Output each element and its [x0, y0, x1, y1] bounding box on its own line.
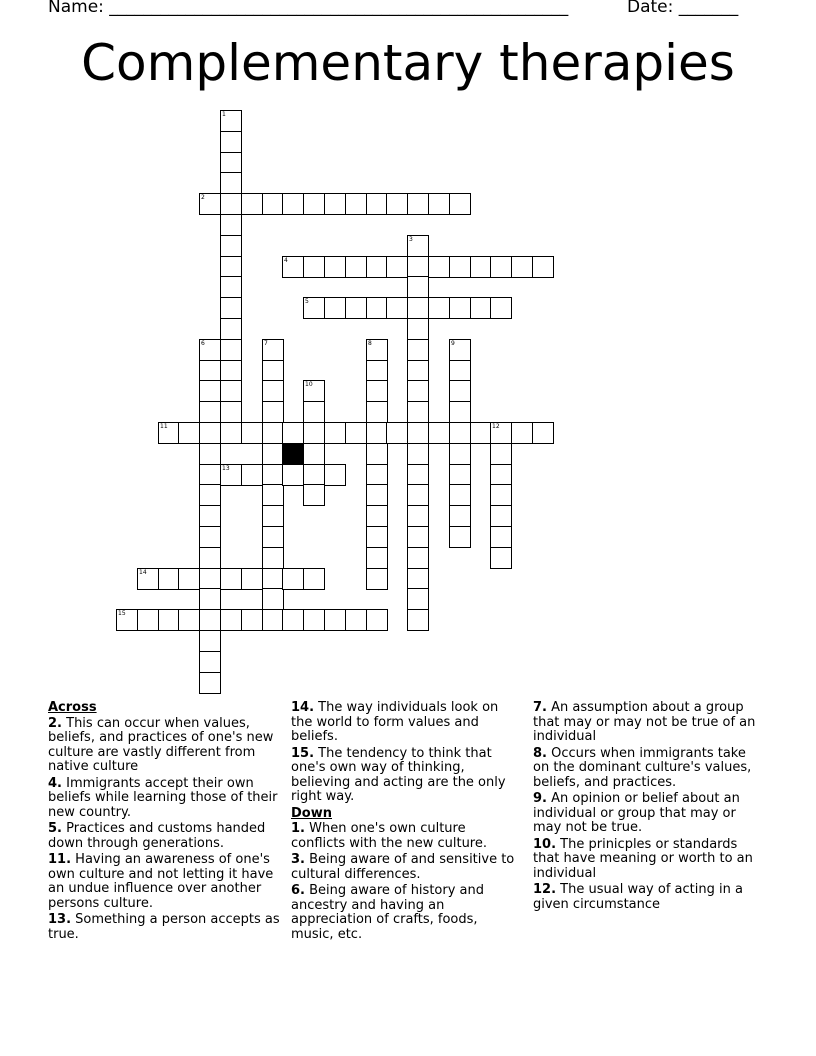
crossword-cell[interactable]: [199, 339, 221, 361]
crossword-cell[interactable]: [199, 380, 221, 402]
crossword-cell[interactable]: [303, 422, 325, 444]
crossword-cell[interactable]: [199, 505, 221, 527]
crossword-cell[interactable]: [407, 360, 429, 382]
cell-number: 10: [305, 381, 313, 388]
crossword-cell[interactable]: [366, 505, 388, 527]
down-heading: Down: [291, 805, 332, 821]
cell-number: 5: [305, 298, 309, 305]
crossword-cell[interactable]: [303, 484, 325, 506]
clue-text: Something a person accepts as true.: [48, 912, 280, 942]
crossword-cell[interactable]: [490, 547, 512, 569]
crossword-cell[interactable]: [220, 297, 242, 319]
crossword-cell[interactable]: [449, 422, 471, 444]
clue-number: 9.: [533, 791, 547, 806]
crossword-cell[interactable]: [199, 588, 221, 610]
crossword-cell[interactable]: [262, 339, 284, 361]
crossword-cell[interactable]: [262, 609, 284, 631]
crossword-cell[interactable]: [303, 380, 325, 402]
crossword-cell[interactable]: [386, 297, 408, 319]
cell-number: 9: [451, 340, 455, 347]
clue-number: 8.: [533, 745, 547, 761]
crossword-cell[interactable]: [407, 505, 429, 527]
clue-across-13: [48, 913, 280, 942]
clue-text: Being aware of history and ancestry and having an appreciation of crafts, foods, music, etc.: [291, 883, 484, 942]
cell-number: 6: [201, 340, 205, 347]
clue-text: An assumption about a group that may or may not be true of an individual: [533, 700, 756, 744]
crossword-cell[interactable]: [366, 339, 388, 361]
clue-down-10: [533, 838, 765, 882]
cell-number: 7: [264, 340, 268, 347]
crossword-cell[interactable]: [303, 256, 325, 278]
crossword-cell[interactable]: [345, 422, 367, 444]
cell-number: 15: [118, 610, 126, 617]
crossword-cell[interactable]: [220, 276, 242, 298]
crossword-cell[interactable]: [137, 609, 159, 631]
crossword-cell[interactable]: [428, 193, 450, 215]
crossword-cell[interactable]: [449, 464, 471, 486]
name-field-label: Name: ______________________________________________________: [48, 0, 569, 17]
crossword-cell[interactable]: [199, 484, 221, 506]
clue-down-3: [291, 853, 519, 882]
crossword-cell[interactable]: [220, 568, 242, 590]
crossword-cell[interactable]: [262, 380, 284, 402]
cell-number: 12: [492, 423, 500, 430]
clue-number: 12.: [533, 882, 557, 897]
crossword-cell[interactable]: [407, 422, 429, 444]
crossword-cell[interactable]: [137, 568, 159, 590]
crossword-cell[interactable]: [220, 464, 242, 486]
clue-number: 15.: [291, 745, 315, 761]
crossword-cell[interactable]: [407, 276, 429, 298]
crossword-cell[interactable]: [490, 505, 512, 527]
clue-down-6: [291, 884, 519, 942]
crossword-cell[interactable]: [490, 443, 512, 465]
clue-across-15: [291, 747, 519, 805]
clue-text: Immigrants accept their own beliefs while learning those of their new country.: [48, 775, 278, 820]
crossword-cell[interactable]: [511, 256, 533, 278]
crossword-cell[interactable]: [262, 505, 284, 527]
crossword-cell[interactable]: [366, 360, 388, 382]
clue-number: 14.: [291, 700, 315, 715]
crossword-cell[interactable]: [282, 193, 304, 215]
cell-number: 11: [160, 423, 168, 430]
crossword-cell[interactable]: [428, 256, 450, 278]
crossword-cell[interactable]: [366, 526, 388, 548]
crossword-cell[interactable]: [282, 609, 304, 631]
crossword-cell[interactable]: [407, 318, 429, 340]
cell-number: 1: [222, 111, 226, 118]
crossword-cell[interactable]: [490, 526, 512, 548]
date-field-label: Date: _______: [627, 0, 739, 17]
crossword-cell[interactable]: [199, 630, 221, 652]
crossword-cell[interactable]: [241, 464, 263, 486]
crossword-cell[interactable]: [407, 443, 429, 465]
crossword-cell[interactable]: [220, 152, 242, 174]
crossword-cell[interactable]: [366, 568, 388, 590]
crossword-cell[interactable]: [262, 464, 284, 486]
clue-down-12: [533, 883, 765, 912]
clue-across-4: [48, 777, 280, 821]
crossword-cell[interactable]: [449, 297, 471, 319]
clue-number: 7.: [533, 700, 547, 715]
clue-text: When one's own culture conflicts with the new culture.: [291, 821, 487, 851]
crossword-cell[interactable]: [303, 401, 325, 423]
crossword-cell[interactable]: [282, 464, 304, 486]
crossword-cell[interactable]: [262, 568, 284, 590]
crossword-cell[interactable]: [303, 464, 325, 486]
crossword-cell[interactable]: [303, 443, 325, 465]
crossword-cell[interactable]: [324, 422, 346, 444]
crossword-cell[interactable]: [262, 588, 284, 610]
clue-number: 10.: [533, 836, 557, 852]
crossword-cell[interactable]: [220, 193, 242, 215]
cell-number: 2: [201, 194, 205, 201]
crossword-cell[interactable]: [366, 422, 388, 444]
crossword-cell[interactable]: [511, 422, 533, 444]
crossword-cell[interactable]: [449, 193, 471, 215]
crossword-cell[interactable]: [366, 297, 388, 319]
crossword-cell[interactable]: [178, 422, 200, 444]
crossword-cell[interactable]: [428, 422, 450, 444]
crossword-cell[interactable]: [241, 609, 263, 631]
crossword-cell[interactable]: [386, 256, 408, 278]
crossword-cell[interactable]: [407, 380, 429, 402]
clue-number: 11.: [48, 852, 72, 867]
crossword-cell[interactable]: [199, 568, 221, 590]
crossword-cell[interactable]: [262, 547, 284, 569]
cell-number: 4: [284, 257, 288, 264]
crossword-cell[interactable]: [220, 422, 242, 444]
crossword-cell[interactable]: [532, 256, 554, 278]
crossword-cell[interactable]: [220, 609, 242, 631]
crossword-cell[interactable]: [407, 568, 429, 590]
crossword-cell[interactable]: [490, 256, 512, 278]
crossword-cell[interactable]: [366, 547, 388, 569]
crossword-cell[interactable]: [407, 484, 429, 506]
crossword-cell[interactable]: [220, 360, 242, 382]
crossword-cell[interactable]: [490, 464, 512, 486]
crossword-cell[interactable]: [407, 401, 429, 423]
clue-down-7: [533, 701, 765, 745]
crossword-cell[interactable]: [490, 484, 512, 506]
crossword-cell[interactable]: [303, 568, 325, 590]
clue-number: 4.: [48, 775, 62, 791]
clue-text: Practices and customs handed down through generations.: [48, 821, 266, 851]
crossword-cell[interactable]: [199, 526, 221, 548]
crossword-cell[interactable]: [366, 609, 388, 631]
crossword-cell[interactable]: [199, 422, 221, 444]
crossword-cell[interactable]: [262, 443, 284, 465]
cell-number: 8: [368, 340, 372, 347]
crossword-cell[interactable]: [158, 609, 180, 631]
crossword-cell[interactable]: [199, 464, 221, 486]
crossword-cell[interactable]: [366, 401, 388, 423]
crossword-cell[interactable]: [282, 256, 304, 278]
crossword-cell[interactable]: [262, 526, 284, 548]
crossword-cell[interactable]: [345, 193, 367, 215]
crossword-cell[interactable]: [407, 526, 429, 548]
crossword-cell[interactable]: [220, 318, 242, 340]
crossword-cell[interactable]: [532, 422, 554, 444]
crossword-cell[interactable]: [199, 651, 221, 673]
crossword-cell[interactable]: [158, 422, 180, 444]
crossword-cell[interactable]: [449, 360, 471, 382]
crossword-cell[interactable]: [199, 401, 221, 423]
crossword-cell[interactable]: [220, 110, 242, 132]
clue-down-1: [291, 822, 519, 851]
crossword-cell[interactable]: [158, 568, 180, 590]
crossword-cell[interactable]: [449, 505, 471, 527]
crossword-cell[interactable]: [199, 672, 221, 694]
clue-text: The usual way of acting in a given circumstance: [533, 882, 743, 912]
crossword-cell[interactable]: [324, 609, 346, 631]
crossword-cell[interactable]: [241, 193, 263, 215]
crossword-cell[interactable]: [220, 380, 242, 402]
crossword-cell[interactable]: [199, 360, 221, 382]
crossword-cell[interactable]: [407, 339, 429, 361]
page-title: Complementary therapies: [81, 34, 735, 92]
crossword-cell[interactable]: [407, 256, 429, 278]
crossword-cell[interactable]: [262, 360, 284, 382]
clue-across-11: [48, 853, 280, 911]
crossword-cell[interactable]: [178, 609, 200, 631]
crossword-cell[interactable]: [366, 484, 388, 506]
crossword-cell[interactable]: [366, 443, 388, 465]
crossword-cell[interactable]: [241, 568, 263, 590]
crossword-cell[interactable]: [324, 464, 346, 486]
crossword-cell[interactable]: [199, 609, 221, 631]
crossword-cell[interactable]: [199, 547, 221, 569]
crossword-cell[interactable]: [116, 609, 138, 631]
crossword-cell[interactable]: [366, 380, 388, 402]
clues-column-3: [533, 701, 765, 914]
crossword-cell[interactable]: [470, 256, 492, 278]
clue-across-14: [291, 701, 519, 745]
crossword-cell[interactable]: [490, 422, 512, 444]
clue-text: This can occur when values, beliefs, and practices of one's new culture are vastly different from native culture: [48, 715, 274, 774]
crossword-cell[interactable]: [324, 193, 346, 215]
crossword-cell[interactable]: [386, 422, 408, 444]
clue-down-9: [533, 792, 765, 836]
crossword-block: [282, 443, 304, 465]
clues-column-1: [48, 701, 280, 944]
crossword-cell[interactable]: [241, 422, 263, 444]
crossword-cell[interactable]: [303, 609, 325, 631]
crossword-cell[interactable]: [449, 443, 471, 465]
crossword-cell[interactable]: [407, 464, 429, 486]
crossword-cell[interactable]: [220, 131, 242, 153]
crossword-cell[interactable]: [262, 193, 284, 215]
crossword-cell[interactable]: [470, 297, 492, 319]
crossword-cell[interactable]: [199, 443, 221, 465]
crossword-cell[interactable]: [262, 422, 284, 444]
crossword-cell[interactable]: [386, 193, 408, 215]
clue-number: 1.: [291, 821, 305, 836]
crossword-cell[interactable]: [449, 484, 471, 506]
crossword-cell[interactable]: [345, 609, 367, 631]
crossword-cell[interactable]: [282, 422, 304, 444]
crossword-cell[interactable]: [220, 214, 242, 236]
clue-number: 13.: [48, 912, 72, 927]
crossword-cell[interactable]: [324, 297, 346, 319]
crossword-cell[interactable]: [303, 297, 325, 319]
crossword-cell[interactable]: [220, 256, 242, 278]
clue-text: The tendency to think that one's own way of thinking, believing and acting are the only right way.: [291, 745, 506, 804]
crossword-cell[interactable]: [449, 256, 471, 278]
clue-text: The prinicples or standards that have meaning or worth to an individual: [533, 836, 753, 881]
crossword-cell[interactable]: [178, 568, 200, 590]
cell-number: 13: [222, 465, 230, 472]
clue-across-2: [48, 717, 280, 775]
clue-text: The way individuals look on the world to form values and beliefs.: [291, 700, 499, 744]
across-heading: Across: [48, 700, 97, 715]
crossword-cell[interactable]: [345, 256, 367, 278]
clues-column-2: [291, 701, 519, 944]
crossword-cell[interactable]: [449, 401, 471, 423]
crossword-cell[interactable]: [407, 297, 429, 319]
clue-number: 5.: [48, 821, 62, 836]
clue-text: An opinion or belief about an individual or group that may or may not be true.: [533, 791, 740, 835]
crossword-cell[interactable]: [220, 235, 242, 257]
crossword-cell[interactable]: [324, 256, 346, 278]
clue-number: 6.: [291, 883, 305, 898]
crossword-cell[interactable]: [407, 193, 429, 215]
crossword-cell[interactable]: [262, 484, 284, 506]
crossword-cell[interactable]: [366, 256, 388, 278]
crossword-cell[interactable]: [345, 297, 367, 319]
crossword-cell[interactable]: [490, 297, 512, 319]
crossword-cell[interactable]: [366, 193, 388, 215]
crossword-cell[interactable]: [220, 339, 242, 361]
cell-number: 14: [139, 569, 147, 576]
clue-text: Occurs when immigrants take on the dominant culture's values, beliefs, and practices.: [533, 745, 752, 790]
crossword-cell[interactable]: [449, 339, 471, 361]
crossword-cell[interactable]: [407, 588, 429, 610]
crossword-cell[interactable]: [407, 609, 429, 631]
crossword-cell[interactable]: [407, 547, 429, 569]
cell-number: 3: [409, 236, 413, 243]
clue-down-8: [533, 747, 765, 791]
crossword-cell[interactable]: [366, 464, 388, 486]
crossword-cell[interactable]: [282, 568, 304, 590]
crossword-cell[interactable]: [407, 235, 429, 257]
clue-number: 2.: [48, 715, 62, 731]
crossword-cell[interactable]: [220, 401, 242, 423]
crossword-cell[interactable]: [449, 526, 471, 548]
crossword-cell[interactable]: [470, 422, 492, 444]
crossword-cell[interactable]: [303, 193, 325, 215]
crossword-cell[interactable]: [428, 297, 450, 319]
clue-text: Being aware of and sensitive to cultural differences.: [291, 852, 515, 882]
clue-text: Having an awareness of one's own culture and not letting it have an undue influence over another persons culture.: [48, 852, 274, 911]
crossword-cell[interactable]: [449, 380, 471, 402]
crossword-cell[interactable]: [262, 401, 284, 423]
crossword-cell[interactable]: [220, 172, 242, 194]
crossword-cell[interactable]: [199, 193, 221, 215]
clue-number: 3.: [291, 852, 305, 867]
clue-across-5: [48, 822, 280, 851]
